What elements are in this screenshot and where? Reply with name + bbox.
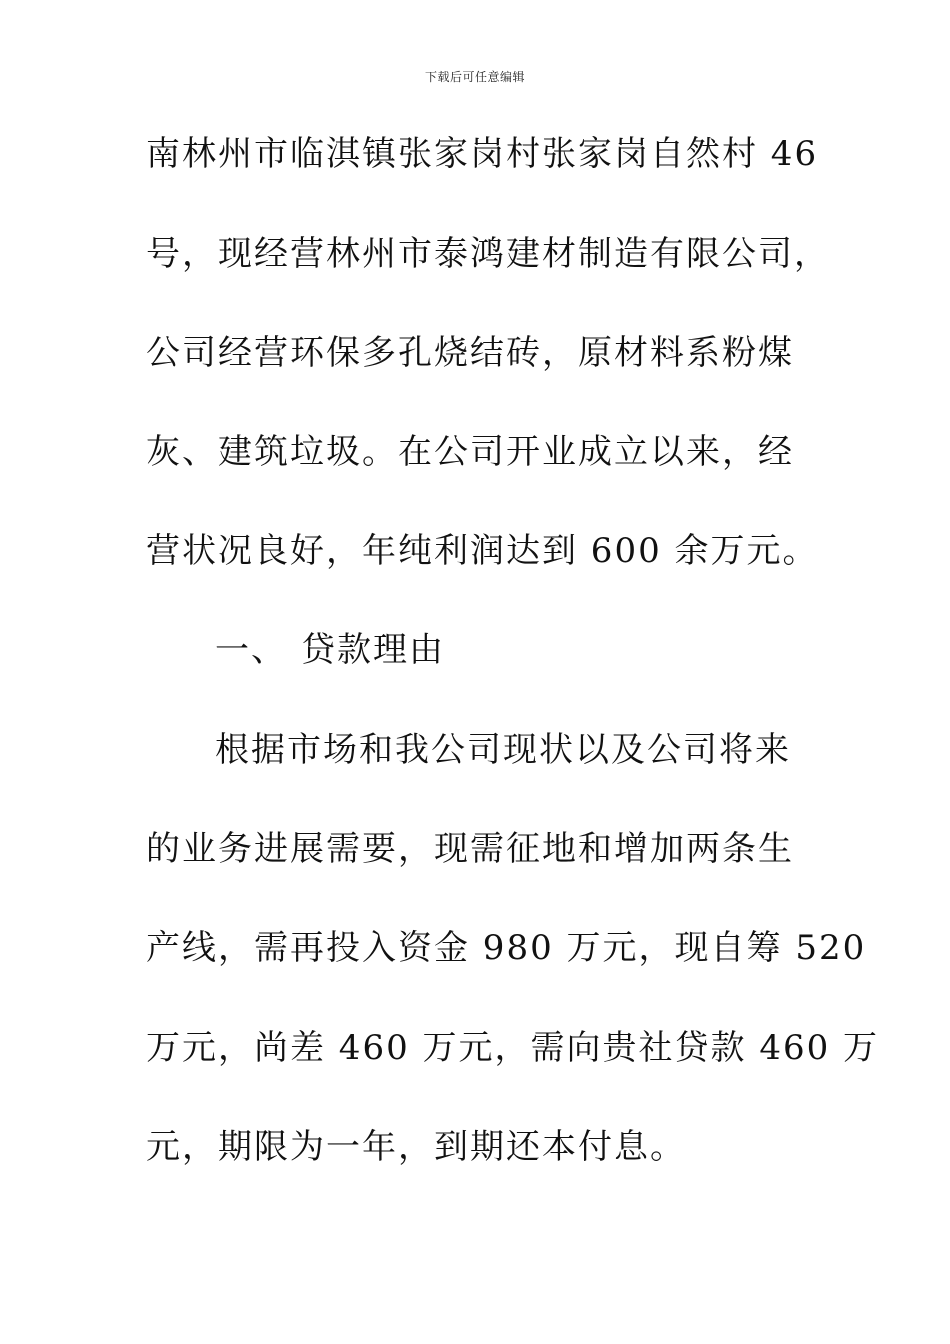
paragraph-line-5: 元，期限为一年，到期还本付息。 bbox=[146, 1127, 686, 1167]
paragraph-line-2: 的业务进展需要，现需征地和增加两条生 bbox=[146, 829, 794, 869]
body-line-2: 号，现经营林州市泰鸿建材制造有限公司， bbox=[146, 234, 830, 274]
body-line-3: 公司经营环保多孔烧结砖，原材料系粉煤 bbox=[146, 333, 794, 373]
section-heading bbox=[215, 630, 895, 670]
paragraph-line-4: 万元，尚差 460 万元，需向贵社贷款 460 万 bbox=[146, 1028, 880, 1068]
section-heading-number: 一、 bbox=[215, 630, 287, 670]
body-line-4: 灰、建筑垃圾。在公司开业成立以来，经 bbox=[146, 432, 794, 472]
section-heading-title: 贷款理由 bbox=[301, 630, 445, 670]
body-line-1: 南林州市临淇镇张家岗村张家岗自然村 46 bbox=[146, 134, 819, 174]
paragraph-line-3: 产线，需再投入资金 980 万元，现自筹 520 bbox=[146, 928, 867, 968]
body-line-5: 营状况良好，年纯利润达到 600 余万元。 bbox=[146, 531, 819, 571]
page-header-note: 下载后可任意编辑 bbox=[424, 70, 525, 84]
paragraph-line-1: 根据市场和我公司现状以及公司将来 bbox=[215, 730, 791, 770]
